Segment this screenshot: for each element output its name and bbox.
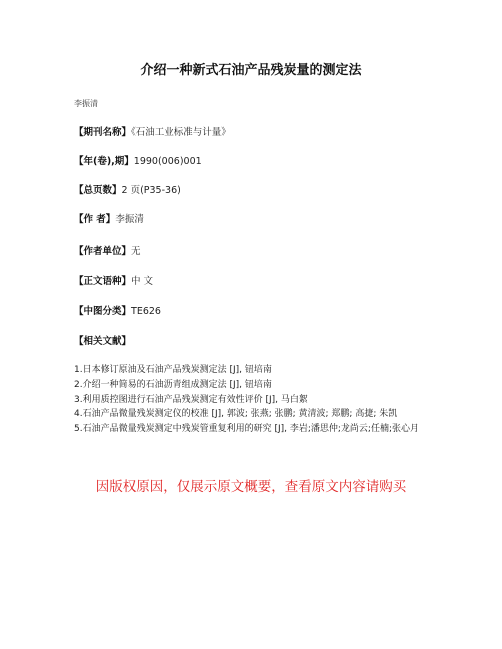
field-label: 【作 者】 — [74, 214, 116, 225]
field-year-volume-issue — [74, 155, 202, 169]
field-value: 《石油工业标准与计量》 — [131, 127, 231, 138]
field-label: 【正文语种】 — [74, 276, 132, 287]
field-classification — [74, 305, 161, 319]
reference-item: 5.石油产品微量残炭测定中残炭管重复利用的研究 [J], 李岩;潘思仲;龙尚云;任楠;张心月 — [74, 424, 419, 435]
reference-item: 1.日本修订原油及石油产品残炭测定法 [J], 钮培南 — [74, 365, 272, 375]
document-title: 介绍一种新式石油产品残炭量的测定法 — [140, 63, 362, 78]
field-language — [74, 275, 153, 289]
field-label: 【总页数】 — [74, 185, 122, 196]
author-line: 李振清 — [74, 99, 98, 108]
field-related-literature — [74, 335, 131, 349]
reference-item: 3.利用质控图进行石油产品残炭测定有效性评价 [J], 马白絮 — [74, 394, 308, 405]
field-value: TE626 — [131, 306, 161, 317]
copyright-notice: 因版权原因，仅展示原文概要，查看原文内容请购买 — [95, 479, 407, 495]
field-author — [74, 213, 144, 227]
field-label: 【期刊名称】 — [74, 127, 132, 138]
field-value: 李振清 — [115, 214, 144, 225]
field-value: 1990(006)001 — [133, 156, 202, 167]
field-total-pages — [74, 184, 181, 198]
reference-list — [74, 363, 440, 437]
reference-item: 2.介绍一种简易的石油沥青组成测定法 [J], 钮培南 — [74, 379, 272, 390]
field-label: 【中图分类】 — [74, 306, 132, 317]
field-value: 2 页(P35-36) — [121, 185, 181, 196]
field-label: 【相关文献】 — [74, 336, 132, 347]
field-label: 【年(卷),期】 — [74, 156, 134, 167]
field-label: 【作者单位】 — [74, 246, 132, 257]
reference-item: 4.石油产品微量残炭测定仪的校准 [J], 郭波; 张燕; 张鹏; 黄清波; 郑鹏; 高捷; 朱凯 — [74, 409, 398, 420]
field-author-affiliation — [74, 245, 141, 259]
field-value: 无 — [131, 246, 141, 257]
field-value: 中 文 — [131, 276, 154, 287]
field-journal-name — [74, 126, 231, 140]
